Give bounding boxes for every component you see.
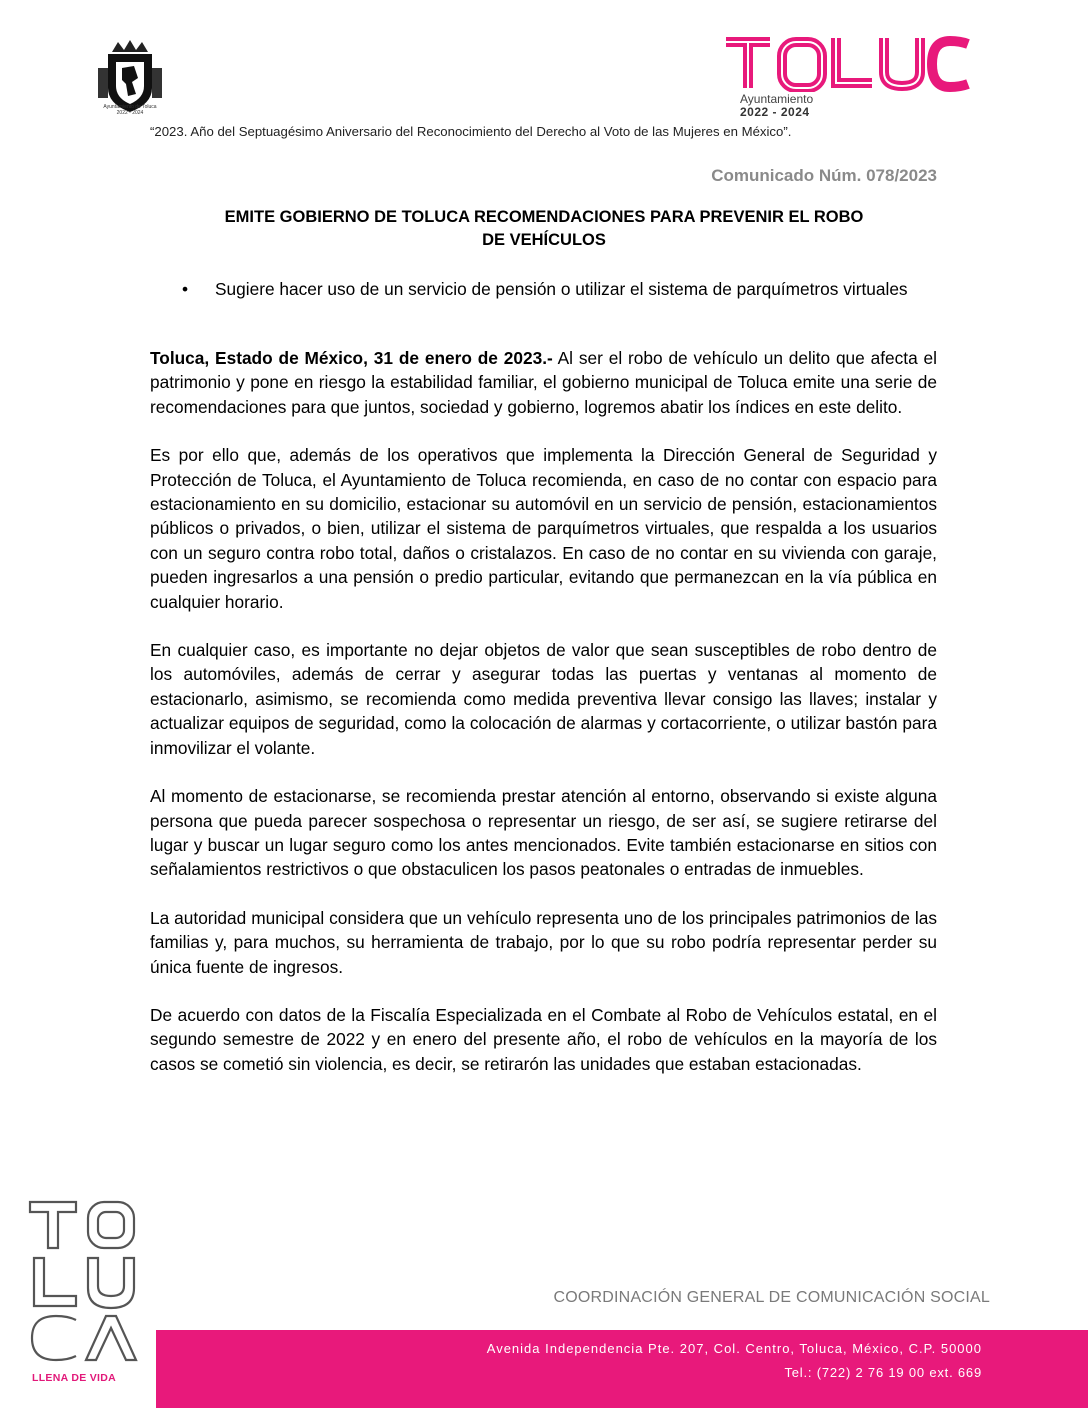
dateline: Toluca, Estado de México, 31 de enero de 2023.- (150, 348, 553, 368)
toluca-brand-logo (724, 36, 984, 92)
headline-line2: DE VEHÍCULOS (482, 231, 606, 249)
seal-caption-line2: 2022 - 2024 (116, 110, 144, 116)
bullet-text: Sugiere hacer uso de un servicio de pensión o utilizar el sistema de parquímetros virtuales (215, 279, 908, 299)
article-body (150, 346, 937, 1100)
paragraph-3: En cualquier caso, es importante no dejar objetos de valor que sean susceptibles de robo dentro de los automóviles, además de cerrar y asegurar todas las puertas y ventanas al momento de estacionarlo, asimismo, se recomienda como medida preventiva llevar consigo las llaves; instalar y actualizar equipos de seguridad, como la colocación de alarmas y cortacorriente, o utilizar bastón para inmovilizar el volante. (150, 640, 937, 758)
footer-phone: Tel.: (722) 2 76 19 00 ext. 669 (784, 1365, 982, 1380)
brand-subtitle (740, 93, 813, 119)
paragraph-4: Al momento de estacionarse, se recomienda prestar atención al entorno, observando si existe alguna persona que pueda parecer sospechosa o representar un riesgo, de ser así, se sugiere retirarse del lugar y buscar un lugar seguro como los antes mencionados. Evite también estacionarse en sitios con señalamientos restrictivos o que obstaculicen los pasos peatonales o entradas de inmuebles. (150, 786, 937, 880)
tagline-part1: LLENA DE (32, 1372, 90, 1384)
summary-bullet (182, 278, 942, 301)
brand-subtitle-text: Ayuntamiento (740, 92, 814, 106)
toluca-footer-logo (26, 1196, 144, 1366)
brand-years: 2022 - 2024 (740, 105, 810, 119)
paragraph-6: De acuerdo con datos de la Fiscalía Especializada en el Combate al Robo de Vehículos estatal, en el segundo semestre de 2022 y en enero del presente año, el robo de vehículos en la mayoría de los casos se cometió sin violencia, es decir, se retirarón las unidades que estaban estacionadas. (150, 1004, 937, 1074)
footer-address: Avenida Independencia Pte. 207, Col. Centro, Toluca, México, C.P. 50000 (486, 1341, 982, 1356)
bullet-icon: • (182, 279, 189, 299)
press-release-number: Comunicado Núm. 078/2023 (711, 166, 937, 185)
seal-caption-line1: Ayuntamiento de Toluca (103, 104, 157, 110)
headline (150, 206, 938, 252)
paragraph-1-text: Al ser el robo de vehículo un delito que afecta el patrimonio y pone en riesgo la estabilidad familiar, el gobierno municipal de Toluca emite una serie de recomendaciones para que juntos, sociedad y gobierno, logremos abatir los índices en este delito. (150, 348, 937, 417)
paragraph-1 (150, 346, 937, 419)
footer-tagline (32, 1372, 116, 1384)
paragraph-5: La autoridad municipal considera que un vehículo representa uno de los principales patrimonios de las familias y, para muchos, su herramienta de trabajo, por lo que su robo podría representar perder su única fuente de ingresos. (150, 907, 937, 977)
headline-line1: EMITE GOBIERNO DE TOLUCA RECOMENDACIONES PARA PREVENIR EL ROBO (224, 208, 864, 226)
year-motto: “2023. Año del Septuagésimo Aniversario del Reconocimiento del Derecho al Voto de las Mujeres en México”. (150, 124, 792, 139)
tagline-part2: VIDA (89, 1372, 117, 1384)
paragraph-2: Es por ello que, además de los operativos que implementa la Dirección General de Seguridad y Protección de Toluca, el Ayuntamiento de Toluca recomienda, en caso de no contar con espacio para estacionamiento en su domicilio, estacionar su automóvil en un servicio de pensión, estacionamientos públicos o privados, o bien, utilizar el sistema de parquímetros virtuales, que respalda a los usuarios con un seguro contra robo total, daños o cristalazos. En caso de no contar en su vivienda con garaje, pueden ingresarlos a una pensión o predio particular, evitando que permanezcan en la vía pública en cualquier horario. (150, 445, 937, 612)
coordination-label: COORDINACIÓN GENERAL DE COMUNICACIÓN SOCIAL (553, 1289, 990, 1306)
seal-caption (84, 104, 176, 116)
